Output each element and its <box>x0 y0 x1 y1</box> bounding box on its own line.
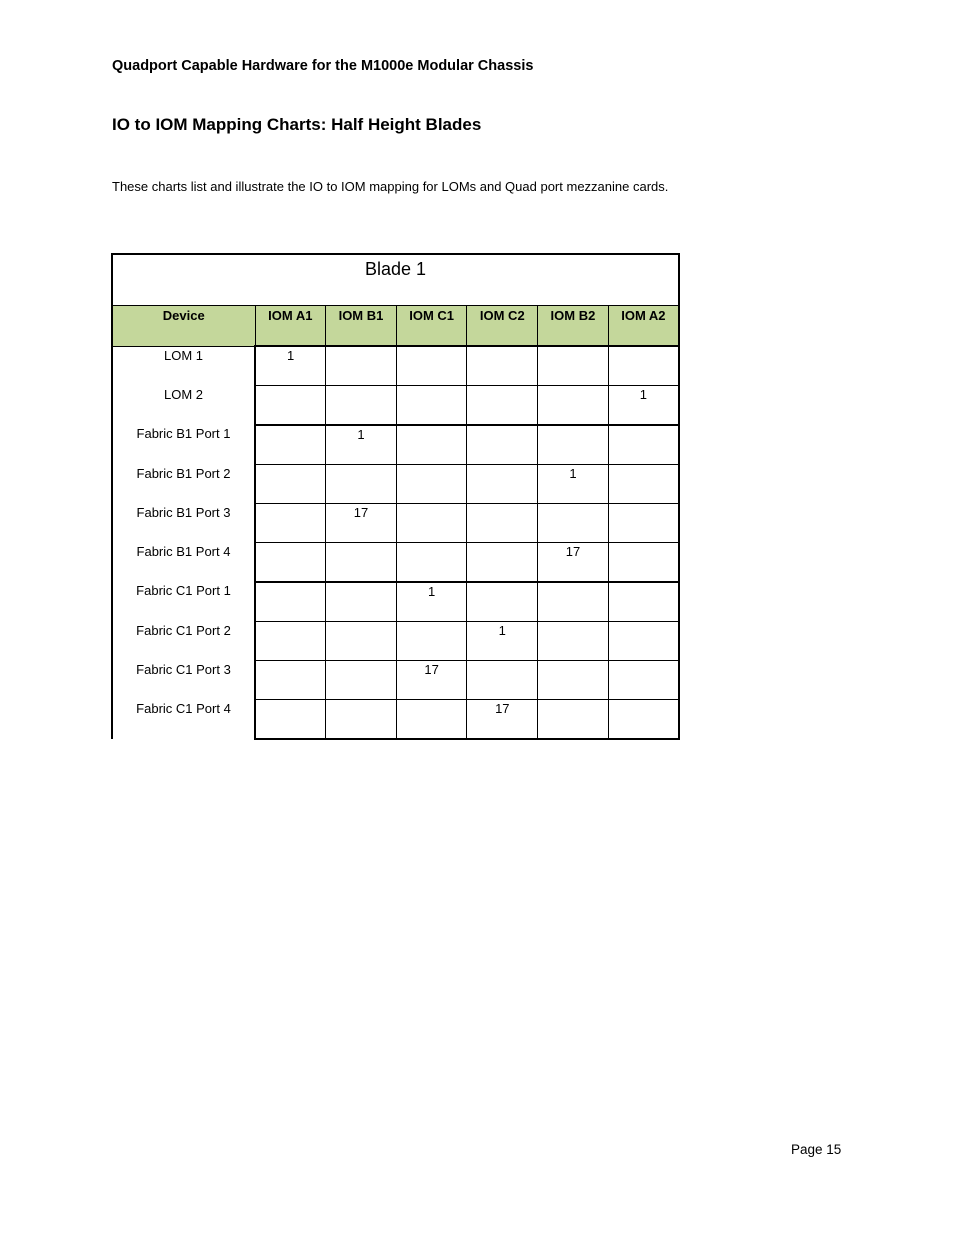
mapping-cell <box>326 346 397 386</box>
mapping-cell <box>467 386 538 426</box>
mapping-cell <box>467 661 538 700</box>
device-cell: Fabric C1 Port 1 <box>112 582 255 622</box>
mapping-cell <box>396 386 467 426</box>
table-row <box>112 504 679 543</box>
mapping-cell <box>467 504 538 543</box>
device-cell: Fabric B1 Port 3 <box>112 504 255 543</box>
mapping-cell: 1 <box>255 346 326 386</box>
mapping-cell <box>608 425 679 465</box>
intro-paragraph: These charts list and illustrate the IO to IOM mapping for LOMs and Quad port mezzanine cards. <box>112 179 669 194</box>
mapping-cell <box>538 582 609 622</box>
table-row <box>112 346 679 386</box>
mapping-cell: 1 <box>467 622 538 661</box>
mapping-cell <box>255 622 326 661</box>
mapping-cell <box>255 465 326 504</box>
mapping-cell <box>326 622 397 661</box>
mapping-cell <box>326 386 397 426</box>
device-cell: Fabric B1 Port 2 <box>112 465 255 504</box>
io-iom-mapping-table <box>111 253 680 740</box>
mapping-cell <box>255 582 326 622</box>
column-header-iom-a1: IOM A1 <box>255 306 326 347</box>
mapping-cell <box>255 425 326 465</box>
mapping-cell <box>396 700 467 740</box>
mapping-cell <box>608 465 679 504</box>
table-row <box>112 622 679 661</box>
mapping-cell <box>538 622 609 661</box>
table-row <box>112 425 679 465</box>
mapping-cell <box>467 425 538 465</box>
mapping-cell <box>326 582 397 622</box>
mapping-cell <box>396 425 467 465</box>
mapping-cell <box>326 543 397 583</box>
mapping-cell <box>396 346 467 386</box>
mapping-cell <box>255 661 326 700</box>
table-row <box>112 700 679 740</box>
mapping-cell <box>538 504 609 543</box>
column-header-iom-b1: IOM B1 <box>326 306 397 347</box>
table-header-row <box>112 306 679 347</box>
mapping-cell <box>326 700 397 740</box>
mapping-cell: 17 <box>467 700 538 740</box>
mapping-cell <box>255 543 326 583</box>
mapping-cell <box>467 346 538 386</box>
column-header-device: Device <box>112 306 255 347</box>
device-cell: Fabric B1 Port 4 <box>112 543 255 583</box>
device-cell: LOM 1 <box>112 346 255 386</box>
mapping-cell <box>608 346 679 386</box>
mapping-cell <box>396 543 467 583</box>
column-header-iom-c1: IOM C1 <box>396 306 467 347</box>
device-cell: Fabric C1 Port 4 <box>112 700 255 740</box>
mapping-cell <box>608 661 679 700</box>
column-header-iom-a2: IOM A2 <box>608 306 679 347</box>
mapping-cell <box>538 346 609 386</box>
mapping-cell <box>467 582 538 622</box>
mapping-cell <box>538 425 609 465</box>
mapping-cell: 17 <box>396 661 467 700</box>
column-header-iom-b2: IOM B2 <box>538 306 609 347</box>
mapping-cell <box>326 661 397 700</box>
mapping-cell: 1 <box>396 582 467 622</box>
column-header-iom-c2: IOM C2 <box>467 306 538 347</box>
mapping-cell <box>396 465 467 504</box>
mapping-cell: 1 <box>608 386 679 426</box>
device-cell: Fabric C1 Port 2 <box>112 622 255 661</box>
mapping-cell <box>608 504 679 543</box>
mapping-cell: 1 <box>538 465 609 504</box>
page-number: Page 15 <box>791 1142 842 1157</box>
mapping-cell <box>608 700 679 740</box>
table-row <box>112 661 679 700</box>
mapping-cell: 1 <box>326 425 397 465</box>
mapping-cell <box>538 386 609 426</box>
mapping-cell <box>396 622 467 661</box>
device-cell: Fabric B1 Port 1 <box>112 425 255 465</box>
mapping-cell <box>608 543 679 583</box>
table-row <box>112 386 679 426</box>
table-title: Blade 1 <box>112 254 679 306</box>
mapping-cell <box>608 582 679 622</box>
table-row <box>112 582 679 622</box>
mapping-cell <box>255 504 326 543</box>
device-cell: Fabric C1 Port 3 <box>112 661 255 700</box>
mapping-cell: 17 <box>538 543 609 583</box>
mapping-cell <box>467 465 538 504</box>
mapping-cell <box>255 386 326 426</box>
mapping-cell <box>255 700 326 740</box>
document-header: Quadport Capable Hardware for the M1000e Modular Chassis <box>112 58 534 74</box>
mapping-cell <box>538 661 609 700</box>
table-row <box>112 543 679 583</box>
table-row <box>112 465 679 504</box>
mapping-cell <box>608 622 679 661</box>
mapping-cell <box>396 504 467 543</box>
device-cell: LOM 2 <box>112 386 255 426</box>
section-title: IO to IOM Mapping Charts: Half Height Blades <box>112 115 482 134</box>
mapping-cell <box>326 465 397 504</box>
mapping-cell: 17 <box>326 504 397 543</box>
mapping-cell <box>467 543 538 583</box>
mapping-cell <box>538 700 609 740</box>
